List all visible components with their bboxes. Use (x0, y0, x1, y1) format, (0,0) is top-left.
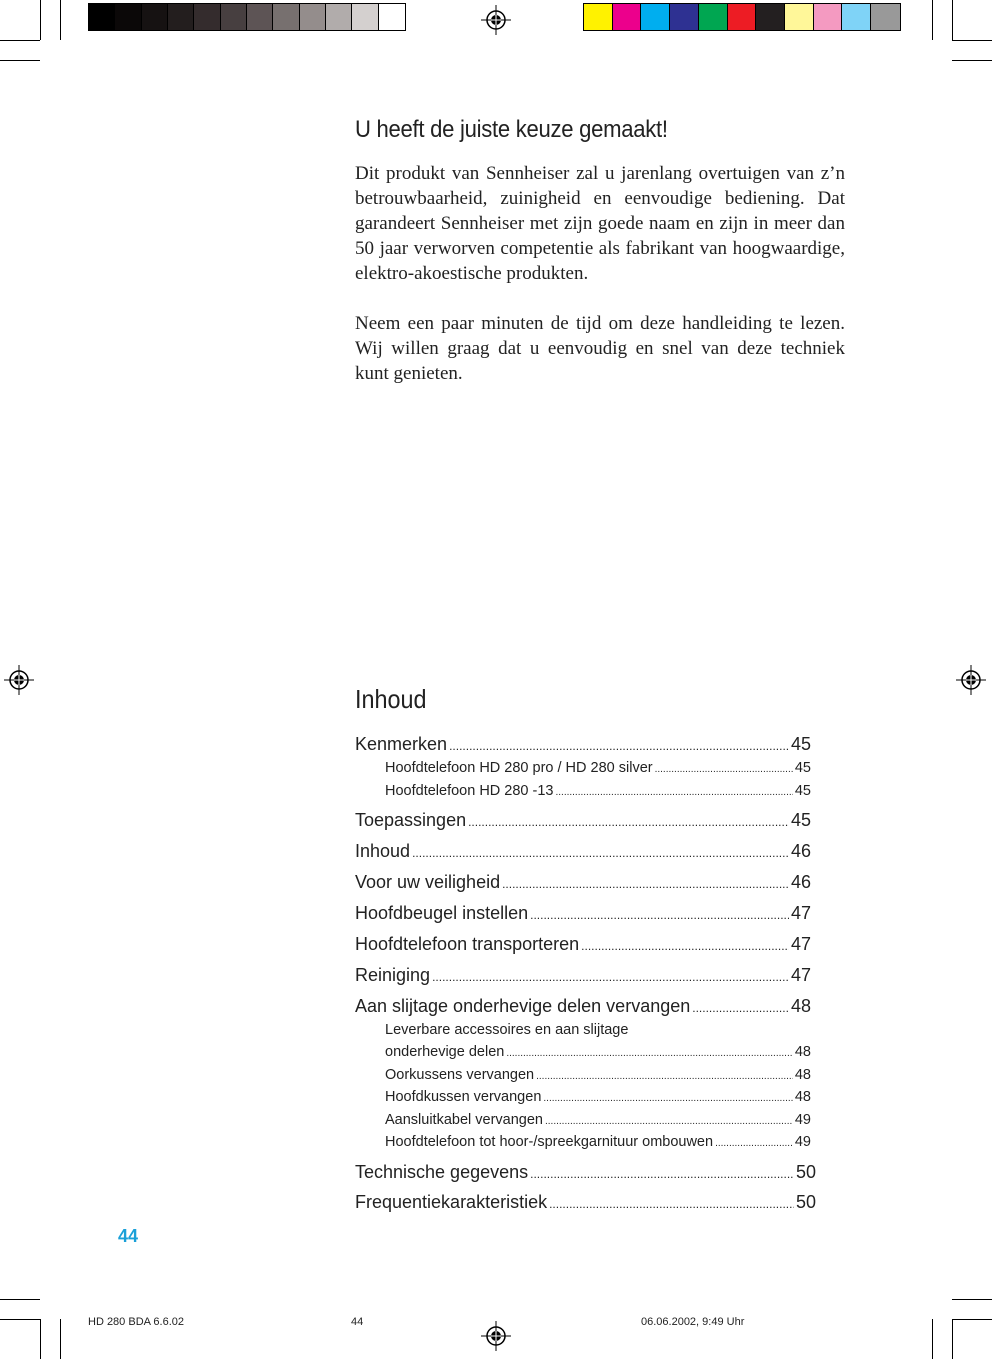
toc-entry-label: onderhevige delen (385, 1044, 505, 1060)
toc-entry-label: Hoofdtelefoon HD 280 pro / HD 280 silver (385, 760, 653, 776)
intro-paragraph: Neem een paar minuten de tijd om deze handleiding te lezen. Wij willen graag dat u eenvoudig en snel van deze techniek kunt genieten. (355, 313, 845, 384)
toc-leader (468, 815, 789, 829)
crop-mark (952, 1319, 992, 1320)
crop-mark (932, 0, 933, 40)
toc-entry-page: 47 (790, 934, 811, 954)
toc-entry-label: Leverbare accessoires en aan slijtage (385, 1022, 629, 1038)
color-swatch (194, 4, 220, 30)
registration-mark-icon (481, 5, 511, 35)
gray-color-bar (88, 3, 406, 31)
toc-entry[interactable] (355, 1192, 816, 1213)
crop-mark (60, 0, 61, 40)
color-swatch (221, 4, 247, 30)
toc-entry-page: 46 (790, 872, 811, 892)
toc-entry[interactable] (385, 760, 811, 776)
toc-entry-page: 49 (794, 1134, 811, 1150)
toc-entry-page: 45 (790, 734, 811, 754)
color-swatch (115, 4, 141, 30)
color-swatch (326, 4, 352, 30)
toc-leader (530, 1167, 794, 1181)
page-title: U heeft de juiste keuze gemaakt! (355, 116, 668, 143)
toc-entry-label: Voor uw veiligheid (355, 872, 501, 892)
color-swatch (756, 4, 785, 30)
crop-mark (932, 1319, 933, 1359)
crop-mark (952, 40, 992, 41)
color-swatch (584, 4, 613, 30)
crop-mark (952, 1299, 992, 1300)
toc-entry[interactable] (385, 1044, 811, 1060)
toc-entry[interactable] (355, 1162, 816, 1183)
toc-entry[interactable] (355, 934, 811, 955)
toc-entry[interactable] (355, 872, 811, 893)
toc-entry[interactable] (355, 996, 811, 1017)
toc-entry-label: Oorkussens vervangen (385, 1067, 535, 1083)
color-swatch (300, 4, 326, 30)
toc-entry-page: 48 (794, 1089, 811, 1105)
toc-entry-label: Hoofdtelefoon HD 280 -13 (385, 783, 554, 799)
color-swatch (814, 4, 843, 30)
toc-leader (543, 1093, 792, 1104)
toc-leader (502, 877, 789, 891)
color-swatch (379, 4, 405, 30)
toc-entry[interactable] (355, 734, 811, 755)
footer-page: 44 (351, 1316, 364, 1328)
toc-entry-page: 45 (790, 810, 811, 830)
color-swatch (273, 4, 299, 30)
toc-entry-page: 50 (795, 1162, 816, 1182)
crop-mark (0, 40, 40, 41)
crop-mark (952, 0, 953, 40)
crop-mark (40, 0, 41, 40)
toc-entry[interactable] (355, 903, 811, 924)
toc-heading: Inhoud (355, 684, 427, 714)
registration-mark-icon (481, 1321, 511, 1351)
toc-entry-page: 45 (794, 760, 811, 776)
color-swatch (247, 4, 273, 30)
color-swatch (613, 4, 642, 30)
toc-entry-page: 45 (794, 783, 811, 799)
toc-entry-label: Frequentiekarakteristiek (355, 1192, 548, 1212)
toc-leader (655, 764, 793, 775)
crop-mark (0, 1299, 40, 1300)
toc-entry[interactable] (385, 1067, 811, 1083)
color-swatch (168, 4, 194, 30)
crop-mark (40, 1319, 41, 1359)
toc-entry-label: Inhoud (355, 841, 411, 861)
toc-entry[interactable] (385, 1089, 811, 1105)
crop-mark (60, 1319, 61, 1359)
toc-leader (412, 846, 789, 860)
crop-mark (952, 1319, 953, 1359)
color-swatch (699, 4, 728, 30)
process-color-bar (583, 3, 901, 31)
color-swatch (871, 4, 900, 30)
toc-entry[interactable] (355, 965, 811, 986)
toc-entry[interactable] (355, 841, 811, 862)
toc-leader (545, 1116, 793, 1127)
footer-filename: HD 280 BDA 6.6.02 (88, 1316, 185, 1328)
toc-entry-label: Reiniging (355, 965, 431, 985)
registration-mark-icon (956, 665, 986, 695)
toc-entry[interactable] (385, 783, 811, 799)
toc-leader (715, 1138, 793, 1149)
toc-leader (555, 787, 792, 798)
toc-entry[interactable] (385, 1134, 811, 1150)
color-swatch (670, 4, 699, 30)
toc-leader (692, 1001, 789, 1015)
toc-leader (536, 1071, 793, 1082)
toc-entry-label: Hoofdbeugel instellen (355, 903, 529, 923)
toc-entry-page: 47 (790, 903, 811, 923)
toc-leader (530, 908, 789, 922)
toc-entry-page: 48 (794, 1067, 811, 1083)
footer-timestamp: 06.06.2002, 9:49 Uhr (641, 1316, 745, 1328)
toc-entry-page: 48 (790, 996, 811, 1016)
toc-leader (506, 1048, 793, 1059)
color-swatch (142, 4, 168, 30)
toc-entry-label: Hoofdkussen vervangen (385, 1089, 542, 1105)
color-swatch (785, 4, 814, 30)
color-swatch (89, 4, 115, 30)
toc-entry-page: 47 (790, 965, 811, 985)
toc-entry-label: Hoofdtelefoon transporteren (355, 934, 580, 954)
intro-paragraph: Dit produkt van Sennheiser zal u jarenlang overtuigen van z’n betrouwbaarheid, zuinigheid en eenvoudige bediening. Dat garandeert Sennheiser met zijn goede naam en zijn in meer dan 50 jaar verworven competentie als fabrikant van hoogwaardige, elektro-akoestische produkten. (355, 163, 845, 284)
crop-mark (0, 60, 40, 61)
toc-entry-label: Technische gegevens (355, 1162, 529, 1182)
toc-entry[interactable] (355, 810, 811, 831)
color-swatch (641, 4, 670, 30)
toc-entry-page: 49 (794, 1112, 811, 1128)
toc-entry-page: 50 (795, 1192, 816, 1212)
page-number: 44 (118, 1226, 139, 1246)
color-swatch (352, 4, 378, 30)
toc-entry-page: 46 (790, 841, 811, 861)
toc-entry[interactable] (385, 1022, 811, 1038)
toc-entry-page: 48 (794, 1044, 811, 1060)
registration-mark-icon (4, 665, 34, 695)
toc-entry-label: Toepassingen (355, 810, 467, 830)
crop-mark (952, 60, 992, 61)
color-swatch (842, 4, 871, 30)
toc-leader (549, 1197, 794, 1211)
toc-leader (449, 739, 789, 753)
toc-entry[interactable] (385, 1112, 811, 1128)
toc-leader (581, 939, 789, 953)
color-swatch (728, 4, 757, 30)
toc-entry-label: Aan slijtage onderhevige delen vervangen (355, 996, 691, 1016)
toc-leader (432, 970, 789, 984)
crop-mark (0, 1319, 40, 1320)
toc-entry-label: Hoofdtelefoon tot hoor-/spreekgarnituur ombouwen (385, 1134, 714, 1150)
toc-entry-label: Aansluitkabel vervangen (385, 1112, 543, 1128)
toc-entry-label: Kenmerken (355, 734, 448, 754)
